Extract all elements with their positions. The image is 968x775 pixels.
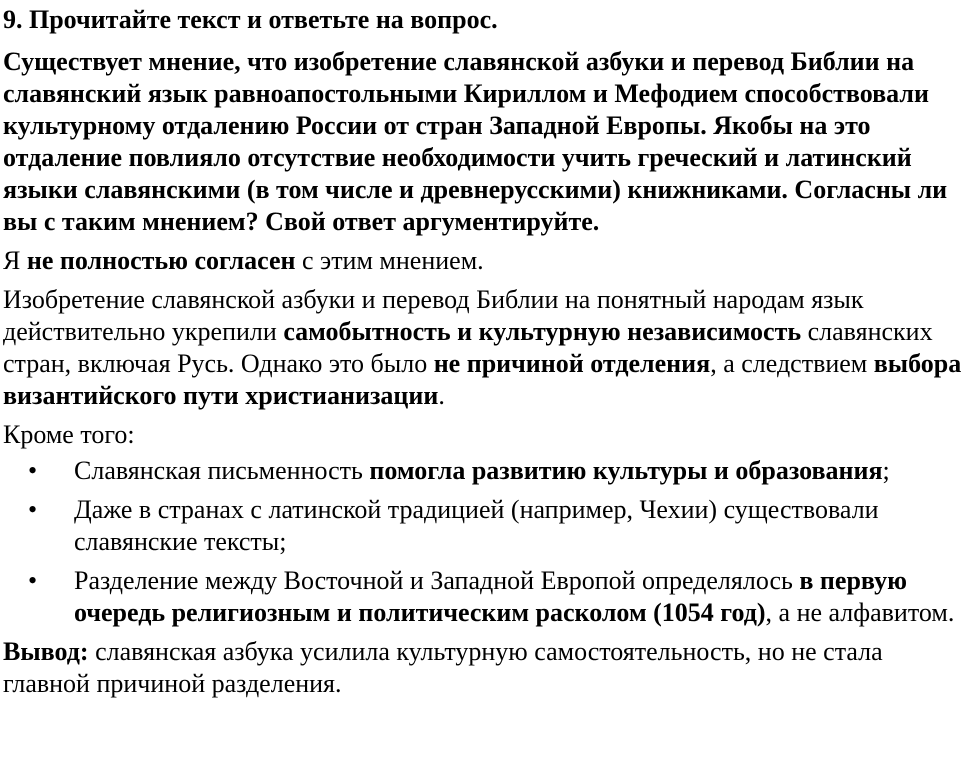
answer-intro-bold: не полностью согласен	[26, 246, 296, 275]
answer-paragraph-2	[3, 284, 965, 412]
bullet-icon: •	[28, 566, 38, 595]
list-item-bold: помогла развитию культуры и образования	[369, 456, 883, 485]
list-item-post: , а не алфавитом.	[765, 598, 955, 627]
list-item-bold: в первую очередь религиозным и политическим расколом (1054 год)	[74, 566, 907, 627]
argument-list	[3, 455, 965, 629]
list-item-post: ;	[882, 456, 890, 485]
conclusion	[3, 636, 965, 700]
para2-bold-2: не причиной отделения	[433, 349, 711, 378]
answer-intro-post: с этим мнением.	[295, 246, 484, 275]
list-item-pre: Даже в странах с латинской традицией (например, Чехии) существовали славянские тексты;	[74, 495, 879, 556]
bullet-icon: •	[28, 456, 38, 485]
task-question-text: Существует мнение, что изобретение славянской азбуки и перевод Библии на славянский язык равноапостольными Кириллом и Мефодием способствовали культурному отдалению России от стран Западной Европы. Якобы на это отдаление повлияло отсутствие необходимости учить греческий и латинский языки славянскими (в том числе и древнерусскими) книжниками. Согласны ли вы с таким мнением? Свой ответ аргументируйте.	[3, 47, 948, 236]
document-page	[3, 0, 965, 700]
bullet-icon: •	[28, 495, 38, 524]
answer-intro	[3, 245, 965, 277]
para2-text-1: Изобретение славянской азбуки и перевод Библии на понятный народам язык действительно укрепили	[3, 285, 864, 346]
para2-text-4: .	[438, 381, 445, 410]
conclusion-label: Вывод:	[3, 637, 89, 666]
task-title: 9. Прочитайте текст и ответьте на вопрос.	[3, 5, 498, 34]
list-item-pre: Разделение между Восточной и Западной Европой определялось	[74, 566, 800, 595]
besides-label: Кроме того:	[3, 420, 135, 449]
list-item	[3, 455, 965, 487]
conclusion-text: славянская азбука усилила культурную самостоятельность, но не стала главной причиной разделения.	[3, 637, 883, 698]
para2-text-2: славянских стран, включая Русь. Однако это было	[3, 317, 933, 378]
answer-intro-pre: Я	[3, 246, 27, 275]
list-item-pre: Славянская письменность	[74, 456, 370, 485]
para2-bold-1: самобытность и культурную независимость	[283, 317, 802, 346]
list-item	[3, 565, 965, 629]
list-item	[3, 494, 965, 558]
para2-bold-3: выбора византийского пути христианизации	[3, 349, 962, 410]
para2-text-3: , а следствием	[710, 349, 874, 378]
